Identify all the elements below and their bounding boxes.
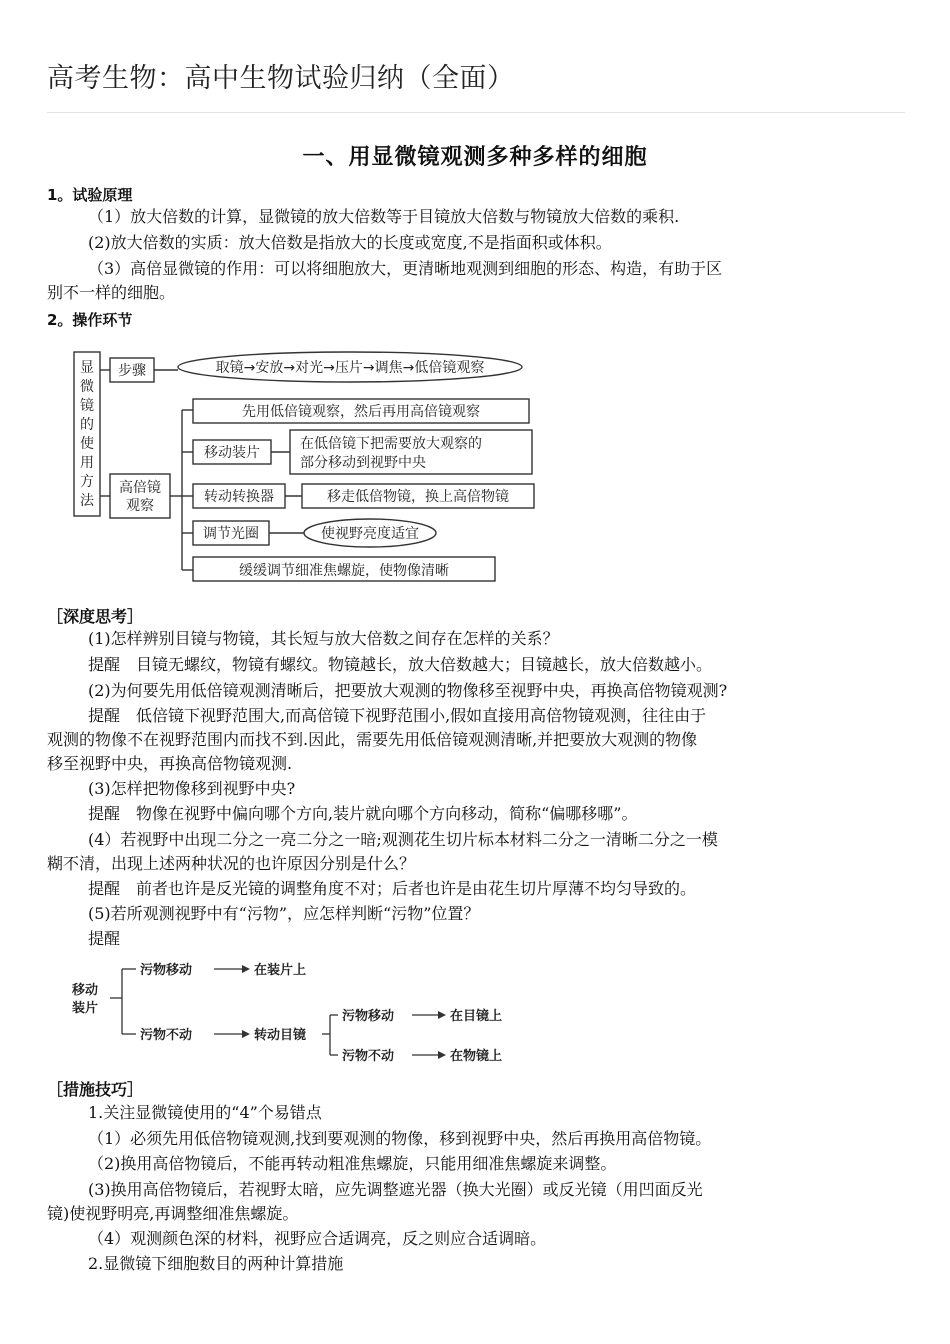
- tips-heading: ［措施技巧］: [47, 1080, 144, 1099]
- root-char-6: 用: [80, 455, 94, 471]
- dirt-r1-result: 在装片上: [254, 963, 307, 978]
- principle-p3a: （3）高倍显微镜的作用：可以将细胞放大，更清晰地观测到细胞的形态、构造，有助于区: [88, 259, 723, 278]
- principle-p3b: 别不一样的细胞。: [47, 283, 176, 302]
- title-divider: [47, 112, 905, 113]
- microscope-usage-diagram: [70, 344, 550, 586]
- root-char-5: 使: [80, 436, 94, 452]
- dirt-r1: 污物移动: [140, 963, 193, 978]
- tips-t1-3b: 镜)使视野明亮,再调整细准焦螺旋。: [47, 1204, 299, 1223]
- root-char-2: 微: [80, 379, 94, 395]
- root-char-1: 显: [80, 360, 94, 376]
- root-char-3: 镜: [80, 398, 94, 414]
- tips-t1-2: （2)换用高倍物镜后，不能再转动粗准焦螺旋，只能用细准焦螺旋来调整。: [88, 1154, 617, 1173]
- root-box: [74, 352, 100, 516]
- steps-label: 步骤: [118, 363, 146, 379]
- dirt-r2: 污物不动: [140, 1028, 193, 1043]
- dirt-r2a: 污物移动: [342, 1009, 395, 1024]
- deep-q2: (2)为何要先用低倍镜观测清晰后，把要放大观测的物像移至视野中央，再换高倍物镜观测?: [88, 681, 728, 700]
- section-title: 一、用显微镜观测多种多样的细胞: [302, 145, 648, 170]
- high-label-2: 观察: [126, 498, 154, 514]
- high-label-1: 高倍镜: [119, 480, 161, 496]
- deep-q4b: 糊不清，出现上述两种状况的也许原因分别是什么？: [47, 854, 416, 873]
- deep-a2a: 提醒 低倍镜下视野范围大,而高倍镜下视野范围小,假如直接用高倍物镜观测，往往由于: [88, 706, 707, 725]
- deep-a1: 提醒 目镜无螺纹，物镜有螺纹。物镜越长，放大倍数越大；目镜越长，放大倍数越小。: [88, 655, 713, 674]
- branch-3-detail: 移走低倍物镜，换上高倍物镜: [327, 489, 509, 505]
- deep-a2c: 移至视野中央，再换高倍物镜观测.: [47, 754, 293, 773]
- tips-t1-3a: (3)换用高倍物镜后，若视野太暗，应先调整遮光器（换大光圈）或反光镜（用凹面反光: [88, 1180, 703, 1199]
- dirt-root-1: 移动: [72, 983, 99, 998]
- deep-q4a: (4）若视野中出现二分之一亮二分之一暗;观测花生切片标本材料二分之一清晰二分之一模: [88, 830, 718, 849]
- tips-t1-4: （4）观测颜色深的材料，视野应合适调亮，反之则应合适调暗。: [88, 1229, 547, 1248]
- deep-q3: (3)怎样把物像移到视野中央?: [88, 779, 296, 798]
- dirt-r2a-result: 在目镜上: [450, 1009, 503, 1024]
- deep-a3: 提醒 物像在视野中偏向哪个方向,装片就向哪个方向移动，简称“偏哪移哪”。: [88, 804, 638, 823]
- tips-t1: 1.关注显微镜使用的“4”个易错点: [88, 1103, 322, 1122]
- branch-2: 移动装片: [204, 445, 260, 461]
- deep-a2b: 观测的物像不在视野范围内而找不到.因此，需要先用低倍镜观测清晰,并把要放大观测的物像: [47, 730, 698, 749]
- tips-t1-1: （1）必须先用低倍物镜观测,找到要观测的物像，移到视野中央，然后再换用高倍物镜。: [88, 1129, 712, 1148]
- deep-a4: 提醒 前者也许是反光镜的调整角度不对；后者也许是由花生切片厚薄不均匀导致的。: [88, 879, 697, 898]
- deep-q5: (5)若所观测视野中有“污物”，应怎样判断“污物”位置？: [88, 904, 480, 923]
- dirt-r2b: 污物不动: [342, 1049, 395, 1064]
- branch-5: 缓缓调节细准焦螺旋，使物像清晰: [239, 563, 449, 579]
- root-char-8: 法: [80, 493, 94, 509]
- principle-heading: 1。试验原理: [47, 186, 133, 204]
- dirt-r2b-result: 在物镜上: [450, 1049, 503, 1064]
- branch-3: 转动转换器: [204, 489, 274, 505]
- deep-a5: 提醒: [88, 929, 121, 948]
- root-char-4: 的: [80, 417, 94, 433]
- dirt-location-diagram: [66, 955, 526, 1073]
- branch-4-detail: 使视野亮度适宜: [321, 526, 419, 542]
- root-char-7: 方: [80, 474, 94, 490]
- steps-flow: 取镜→安放→对光→压片→调焦→低倍镜观察: [215, 360, 485, 376]
- tips-t2: 2.显微镜下细胞数目的两种计算措施: [88, 1254, 344, 1273]
- document-title: 高考生物：高中生物试验归纳（全面）: [47, 63, 515, 94]
- dirt-root-2: 装片: [72, 1001, 99, 1016]
- deep-q1: (1)怎样辨别目镜与物镜，其长短与放大倍数之间存在怎样的关系？: [88, 629, 559, 648]
- operation-heading: 2。操作环节: [47, 311, 133, 329]
- branch-2-detail-1: 在低倍镜下把需要放大观察的: [300, 436, 482, 452]
- branch-2-detail-2: 部分移动到视野中央: [300, 455, 426, 471]
- branch-4: 调节光圈: [203, 526, 259, 542]
- branch-1: 先用低倍镜观察，然后再用高倍镜观察: [242, 404, 480, 420]
- deep-heading: ［深度思考］: [47, 607, 144, 626]
- dirt-r2-action: 转动目镜: [254, 1028, 307, 1043]
- principle-p1: （1）放大倍数的计算，显微镜的放大倍数等于目镜放大倍数与物镜放大倍数的乘积.: [88, 207, 680, 226]
- principle-p2: (2)放大倍数的实质：放大倍数是指放大的长度或宽度,不是指面积或体积。: [88, 233, 612, 252]
